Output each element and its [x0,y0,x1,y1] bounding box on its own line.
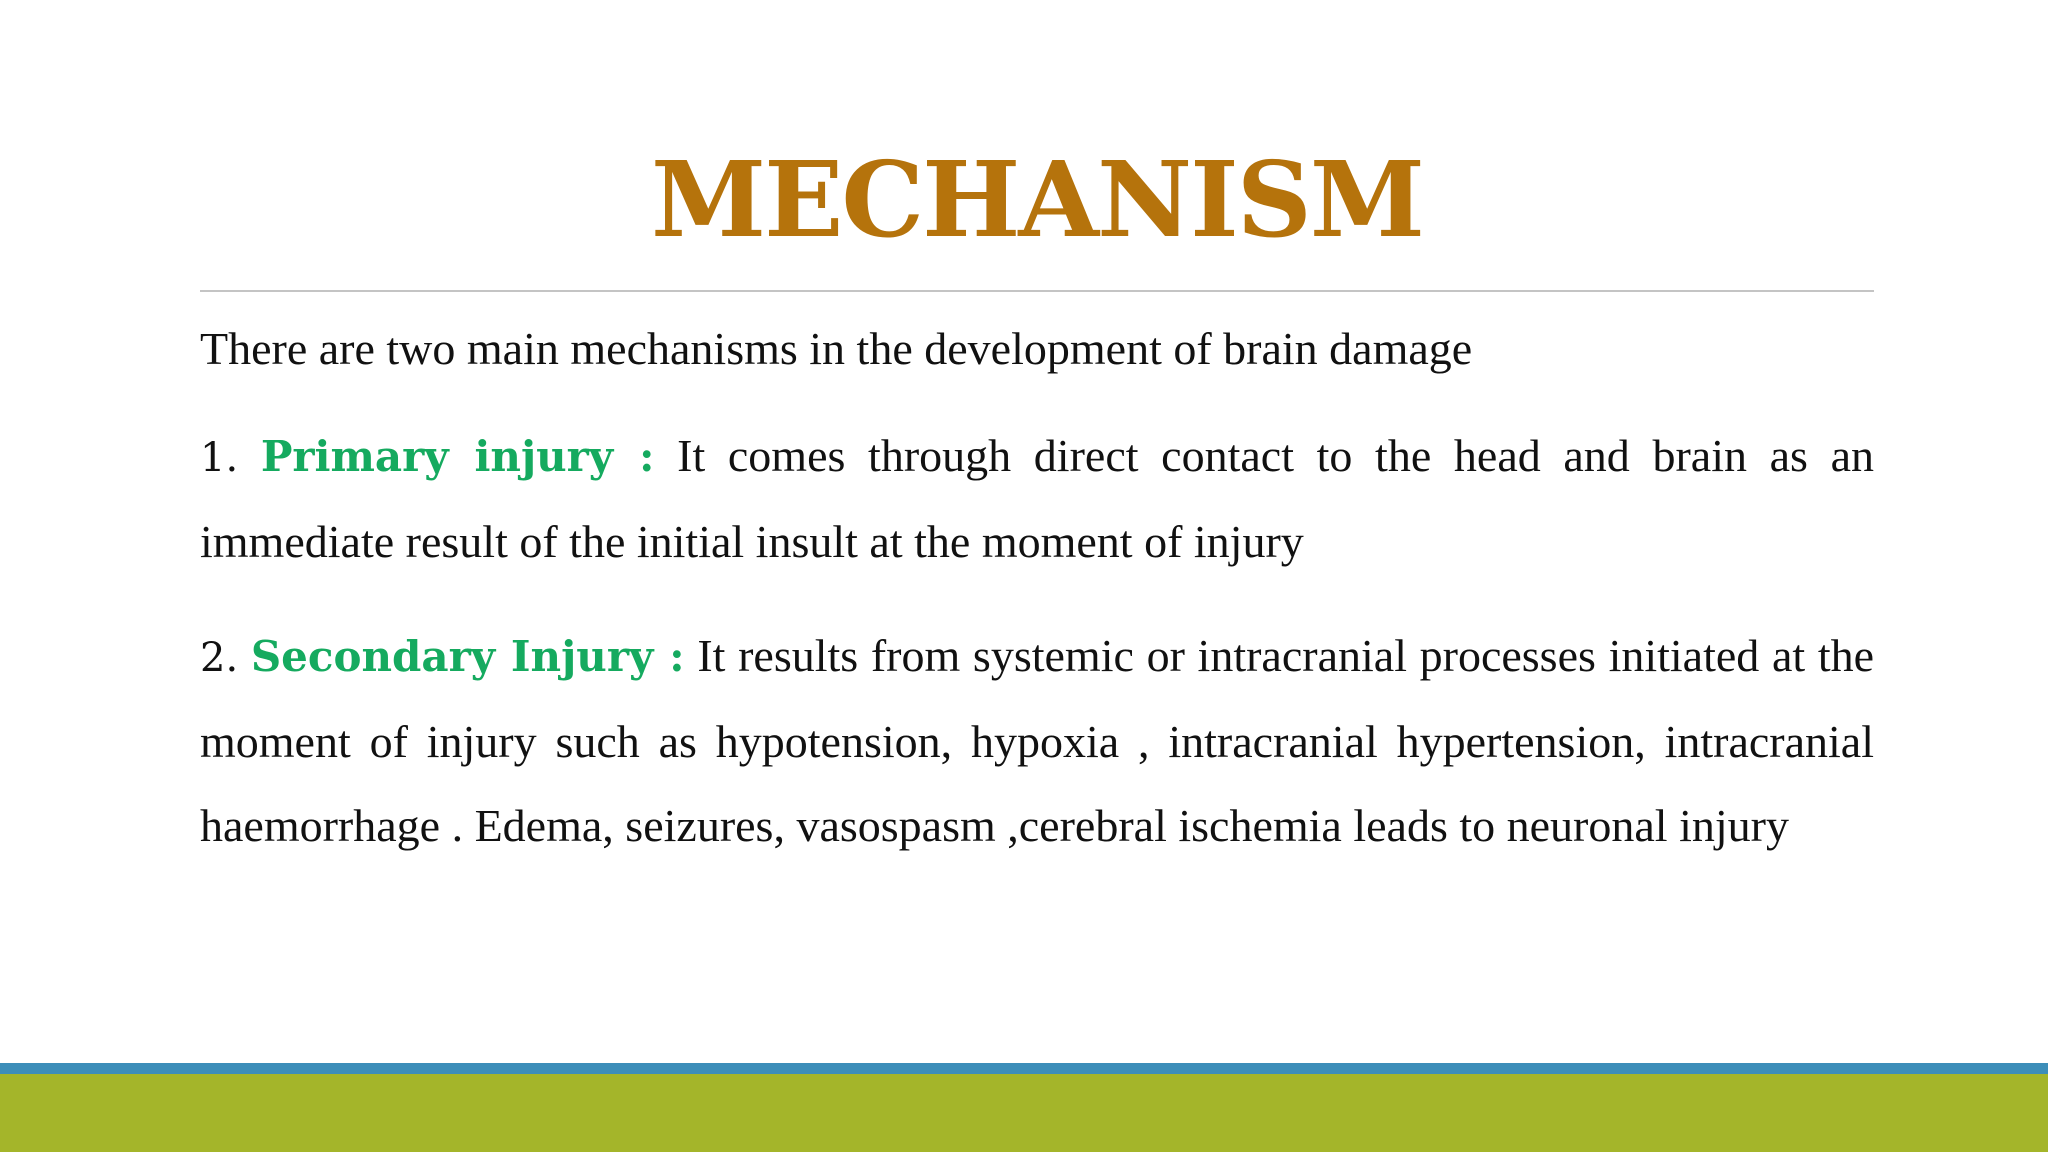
footer-band-blue [0,1063,2048,1074]
item-description: It results from systemic or intracranial processes initiated at the moment of injury such as hypotension, hypoxia , intracranial hypertension, intracranial haemorrhage . Edema, seizures, vasospasm ,cerebral ischemia leads to neuronal injury [200,630,1875,851]
term-secondary-injury: Secondary Injury : [250,632,685,681]
intro-text: There are two main mechanisms in the development of brain damage [200,323,1473,374]
list-item-secondary-injury [200,614,1874,868]
slide-title: MECHANISM [650,138,1424,261]
slide-body [200,310,1874,898]
item-number: 2. [200,635,239,681]
footer-band-green [0,1074,2048,1152]
title-divider [200,290,1874,292]
list-item-primary-injury [200,414,1874,584]
item-number: 1. [200,435,239,481]
term-primary-injury: Primary injury : [260,432,655,481]
item-description: It comes through direct contact to the head and brain as an immediate result of the initial insult at the moment of injury [200,430,1875,567]
